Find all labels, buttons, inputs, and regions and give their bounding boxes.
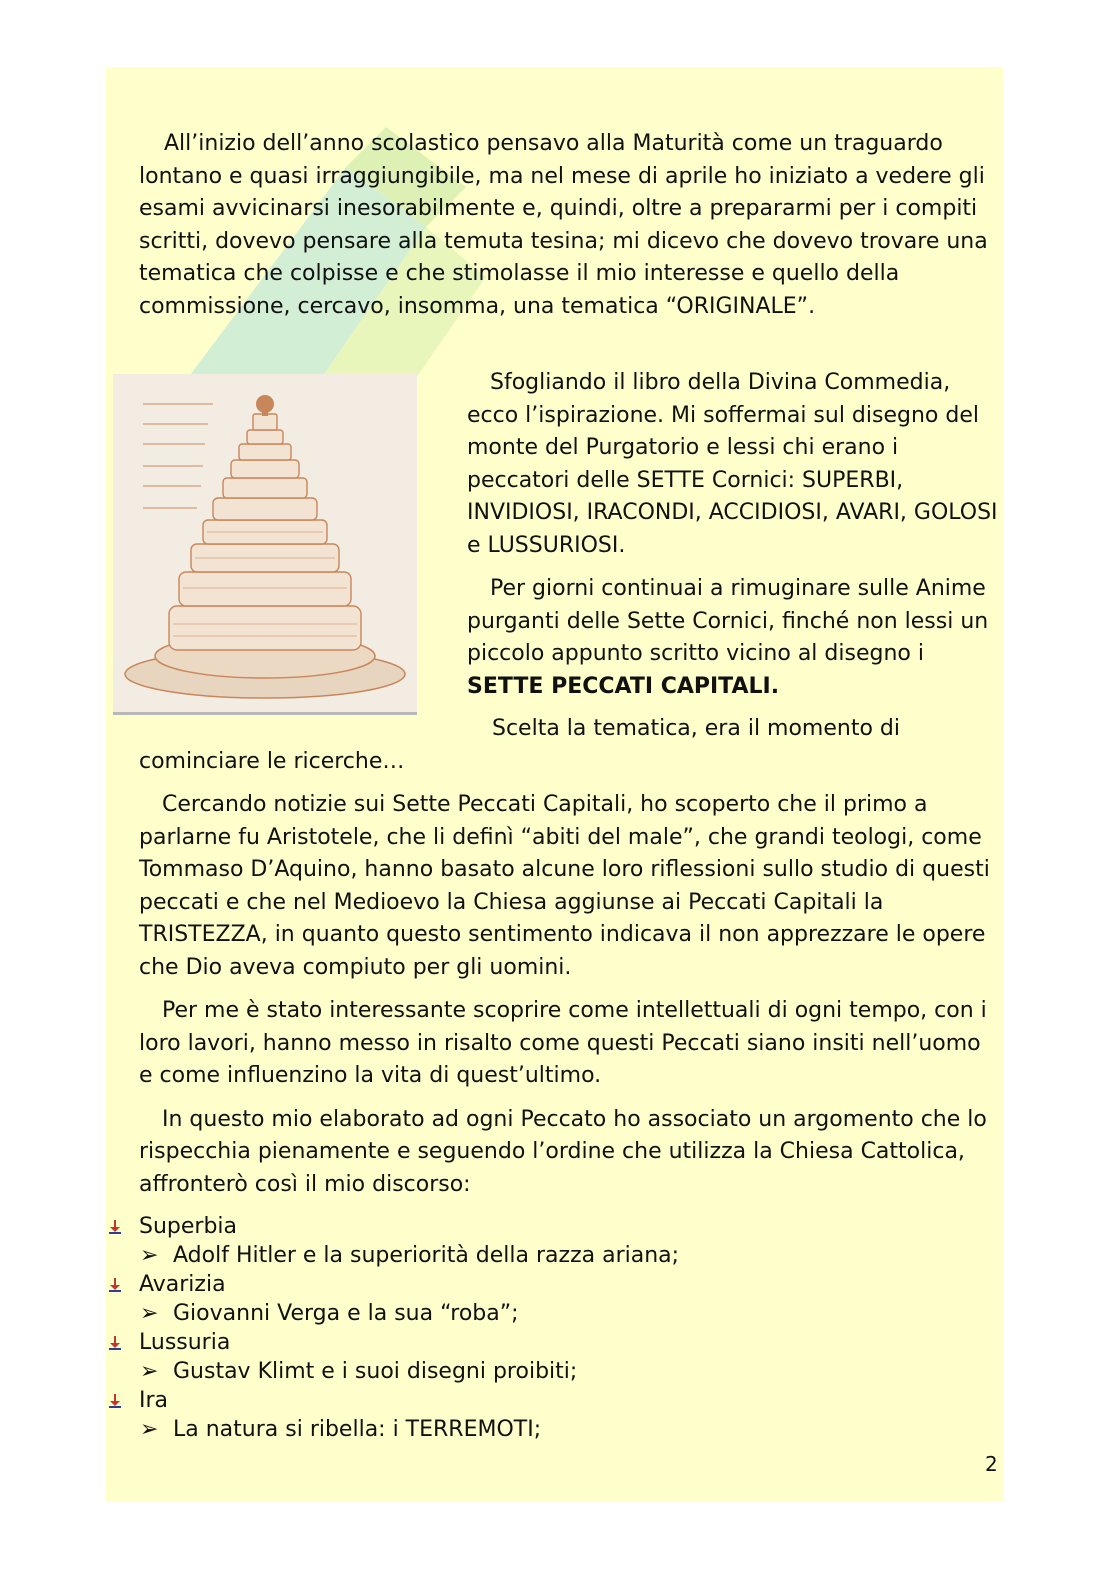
sin-name: Lussuria (139, 1330, 231, 1355)
side-paragraph-2-bold: SETTE PECCATI CAPITALI. (467, 673, 780, 699)
page-number: 2 (985, 1452, 998, 1476)
purgatorio-illustration (113, 374, 417, 712)
body-section (139, 713, 997, 1212)
list-item (106, 1270, 986, 1299)
side-paragraph-2 (467, 573, 1007, 703)
list-item (106, 1328, 986, 1357)
list-subitem (106, 1415, 986, 1444)
intro-paragraph: All’inizio dell’anno scolastico pensavo alla Maturità come un traguardo lontano e quasi irraggiungibile, ma nel mese di aprile ho iniziato a vedere gli esami avvicinarsi inesorabilmente e, quindi, oltre a prepararmi per i compiti scritti, dovevo pensare alla temuta tesina; mi dicevo che dovevo trovare una tematica che colpisse e che stimolasse il mio interesse e quello della commissione, cercavo, insomma, una tematica “ORIGINALE”. (139, 131, 988, 319)
bullet-arrow-icon (108, 1336, 122, 1350)
bullet-arrow-icon (108, 1278, 122, 1292)
intro-section (139, 128, 997, 334)
sin-topic: Giovanni Verga e la sua “roba”; (173, 1301, 519, 1326)
in-questo-paragraph: In questo mio elaborato ad ogni Peccato ho associato un argomento che lo rispecchia pienamente e seguendo l’ordine che utilizza la Chiesa Cattolica, affronterò così il mio discorso: (139, 1106, 987, 1197)
sins-list (106, 1212, 986, 1444)
sin-name: Ira (139, 1388, 169, 1413)
sin-topic: La natura si ribella: i TERREMOTI; (173, 1417, 542, 1442)
list-item (106, 1386, 986, 1415)
sin-name: Superbia (139, 1214, 238, 1239)
sin-name: Avarizia (139, 1272, 226, 1297)
arrowhead-icon: ➢ (140, 1243, 159, 1268)
arrowhead-icon: ➢ (140, 1301, 159, 1326)
list-item (106, 1212, 986, 1241)
arrowhead-icon: ➢ (140, 1417, 159, 1442)
arrowhead-icon: ➢ (140, 1359, 159, 1384)
scelta-paragraph: Scelta la tematica, era il momento di cominciare le ricerche… (139, 716, 900, 774)
side-paragraph-1: Sfogliando il libro della Divina Commedia, ecco l’ispirazione. Mi soffermai sul disegno del monte del Purgatorio e lessi chi erano i peccatori delle SETTE Cornici: SUPERBI, INVIDIOSI, IRACONDI, ACCIDIOSI, AVARI, GOLOSI e LUSSURIOSI. (467, 370, 998, 558)
cercando-paragraph: Cercando notizie sui Sette Peccati Capitali, ho scoperto che il primo a parlarne fu Aristotele, che li definì “abiti del male”, che grandi teologi, come Tommaso D’Aquino, hanno basato alcune loro riflessioni sullo studio di questi peccati e che nel Medioevo la Chiesa aggiunse ai Peccati Capitali la TRISTEZZA, in quanto questo sentimento indicava il non apprezzare le opere che Dio aveva compiuto per gli uomini. (139, 792, 990, 980)
purgatorio-mountain-image (113, 374, 417, 712)
bullet-arrow-icon (108, 1394, 122, 1408)
bullet-arrow-icon (108, 1220, 122, 1234)
list-subitem (106, 1299, 986, 1328)
sin-topic: Adolf Hitler e la superiorità della razza ariana; (173, 1243, 680, 1268)
side-paragraph-2-text: Per giorni continuai a rimuginare sulle Anime purganti delle Sette Cornici, finché non lessi un piccolo appunto scritto vicino al disegno i (467, 576, 989, 666)
sin-topic: Gustav Klimt e i suoi disegni proibiti; (173, 1359, 578, 1384)
list-subitem (106, 1357, 986, 1386)
list-subitem (106, 1241, 986, 1270)
per-me-paragraph: Per me è stato interessante scoprire come intellettuali di ogni tempo, con i loro lavori, hanno messo in risalto come questi Peccati siano insiti nell’uomo e come influenzino la vita di quest’ultimo. (139, 998, 987, 1088)
side-text-section (467, 367, 1007, 714)
